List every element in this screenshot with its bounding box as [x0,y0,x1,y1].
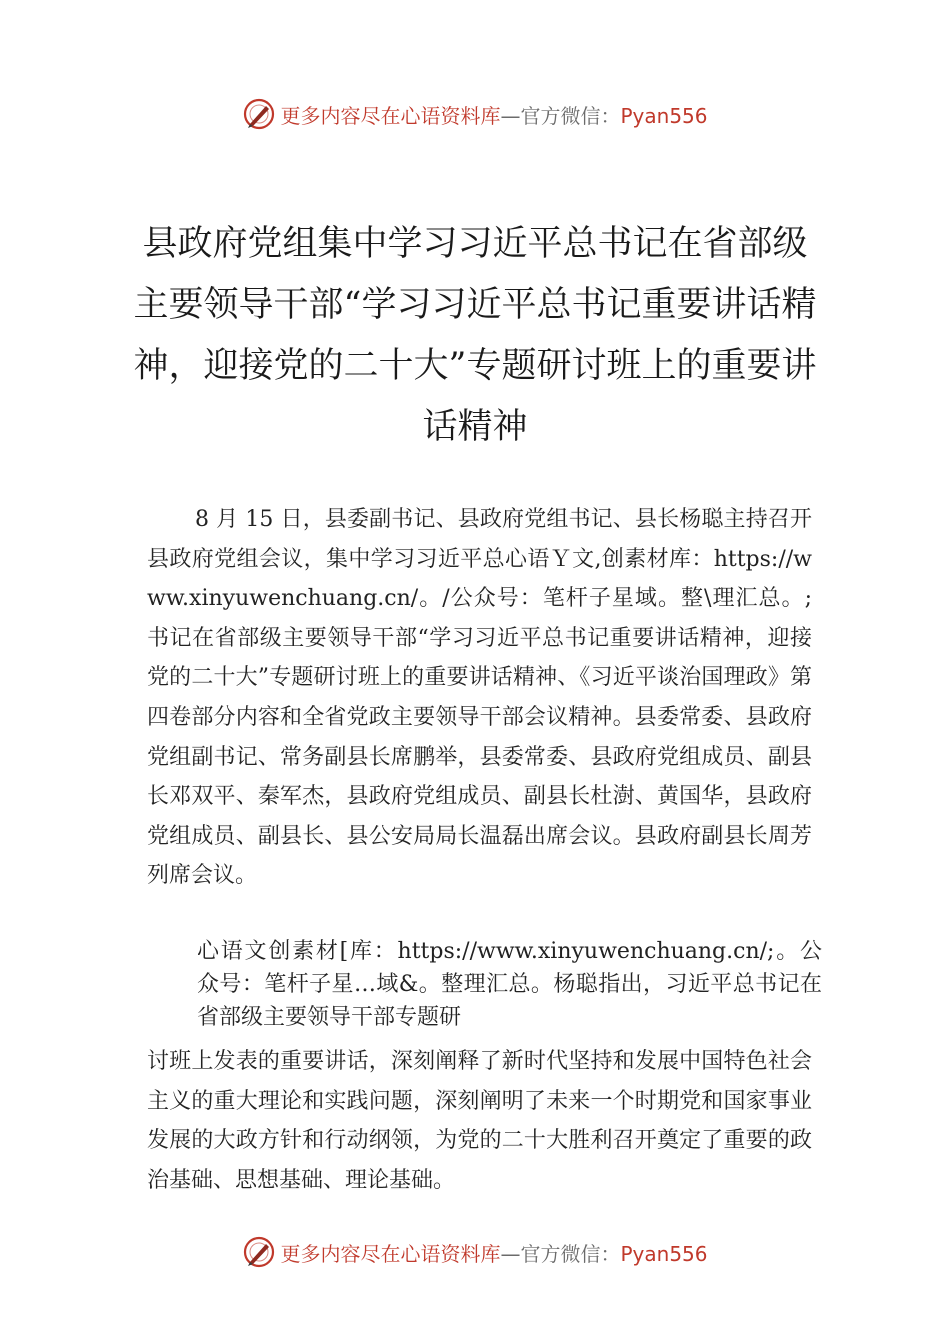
watermark-wechat-label: —官方微信： [500,103,621,128]
watermark-source-text: 更多内容尽在心语资料库 [280,1241,501,1266]
document-title: 县政府党组集中学习习近平总书记在省部级主要领导干部“学习习近平总书记重要讲话精神，迎接党的二十大”专题研讨班上的重要讲话精神 [133,224,817,447]
watermark-source-text: 更多内容尽在心语资料库 [280,103,501,128]
watermark-wechat-id: Pyan556 [620,103,708,128]
watermark-wechat-label: —官方微信： [500,1241,621,1266]
body-paragraph-1: 8 月 15 日，县委副书记、县政府党组书记、县长杨聪主持召开县政府党组会议，集中学习习近平总心语Ｙ文,创素材库：https://www.xinyuwenchuang.cn/。/公众号：笔杆子星域。整\理汇总。;书记在省部级主要领导干部“学习习近平总书记重要讲话精神，迎接党的二十大”专题研讨班上的重要讲话精神、《习近平谈治国理政》第四卷部分内容和全省党政主要领导干部会议精神。县委常委、县政府党组副书记、常务副县长席鹏举，县委常委、县政府党组成员、副县长邓双平、秦军杰，县政府党组成员、副县长杜澍、黄国华，县政府党组成员、副县长、县公安局局长温磊出席会议。县政府副县长周芳列席会议。 [147,507,812,889]
watermark-banner-bottom [0,1232,950,1272]
body-paragraph-2: 心语文创素材[库：https://www.xinyuwenchuang.cn/;。公众号：笔杆子星…域&。整理汇总。杨聪指出，习近平总书记在省部级主要领导干部专题研 [197,939,822,1030]
watermark-wechat-id: Pyan556 [620,1241,708,1266]
pen-logo-icon [242,97,276,131]
body-paragraph-3: 讨班上发表的重要讲话，深刻阐释了新时代坚持和发展中国特色社会主义的重大理论和实践问题，深刻阐明了未来一个时期党和国家事业发展的大政方针和行动纲领，为党的二十大胜利召开奠定了重要的政治基础、思想基础、理论基础。 [147,1049,812,1193]
watermark-banner-top [0,94,950,134]
pen-logo-icon [242,1235,276,1269]
